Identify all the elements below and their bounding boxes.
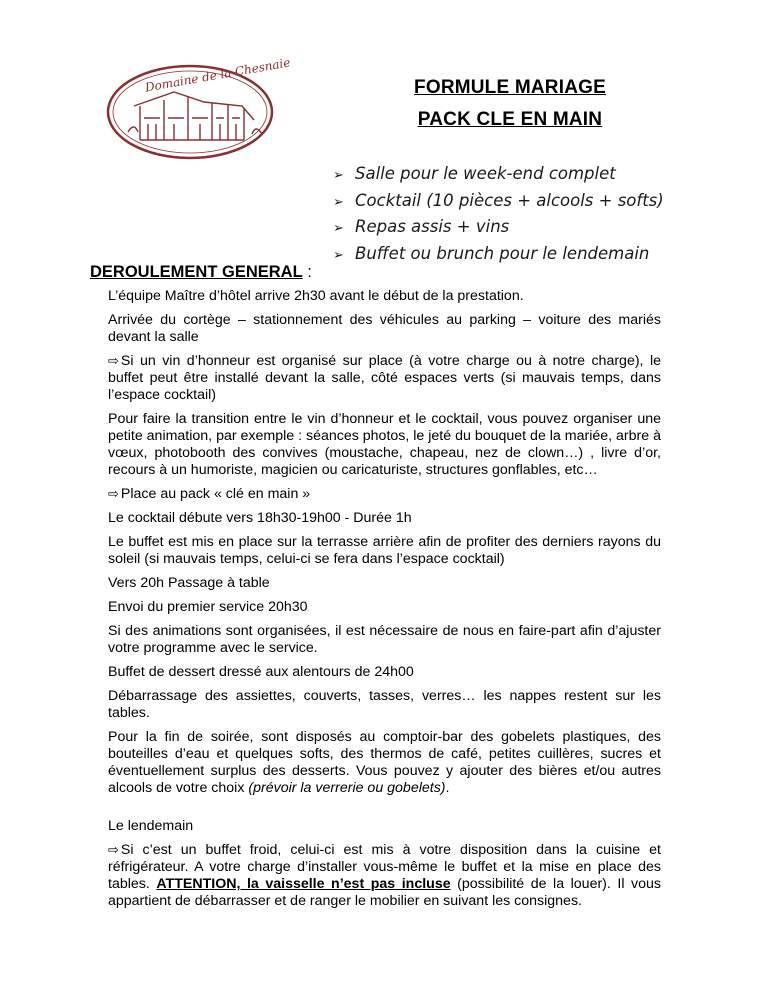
arrow-bullet-icon: ➢ — [333, 221, 344, 236]
list-item: ➢ Buffet ou brunch pour le lendemain — [333, 242, 664, 269]
paragraph: ⇨ Si un vin d’honneur est organisé sur place (à votre charge ou à notre charge), le buffet peut être installé devant la salle, côté espaces verts (si mauvais temps, dans l’espace cocktail) — [108, 353, 661, 403]
paragraph: Buffet de dessert dressé aux alentours de 24h00 — [108, 664, 414, 680]
highlights-list — [333, 162, 664, 268]
arrow-bullet-icon: ➢ — [333, 247, 344, 263]
paragraph: Pour faire la transition entre le vin d’honneur et le cocktail, vous pouvez organiser une petite animation, par exemple : séances photos, le jeté du bouquet de la mariée, arbre à vœux, photobooth des convives (moustache, chapeau, nez de clown…) , livre d’or, recours à un humoriste, magicien ou caricaturiste, structures gonflables, etc… — [108, 411, 661, 478]
domaine-logo — [104, 55, 292, 162]
section-heading-colon: : — [302, 263, 312, 281]
paragraph: Le cocktail débute vers 18h30-19h00 - Durée 1h — [108, 510, 412, 526]
warning-text: ATTENTION, la vaisselle n’est pas incluse — [156, 876, 451, 892]
hand-arrow-icon: ⇨ — [108, 354, 119, 369]
list-item: ➢ Repas assis + vins — [333, 215, 664, 242]
section-heading — [90, 263, 312, 282]
paragraph: Arrivée du cortège – stationnement des véhicules au parking – voiture des mariés devant la salle — [108, 312, 661, 345]
document-body — [108, 288, 661, 917]
paragraph: Si des animations sont organisées, il est nécessaire de nous en faire-part afin d’ajuster votre programme avec le service. — [108, 623, 661, 656]
title-block — [360, 72, 660, 136]
logo-text: Domaine de la Chesnaie — [143, 55, 292, 95]
arrow-bullet-icon: ➢ — [333, 194, 344, 210]
paragraph: Pour la fin de soirée, sont disposés au comptoir-bar des gobelets plastiques, des bouteilles d’eau et quelques softs, des thermos de café, petites cuillères, sucres et éventuellement surplus des desserts. Vous pouvez y ajouter des bières et/ou autres alcools de votre choix (prévoir la verrerie ou gobelets). — [108, 729, 661, 796]
paragraph: L’équipe Maître d’hôtel arrive 2h30 avant le début de la prestation. — [108, 288, 524, 304]
list-item: ➢ Salle pour le week-end complet — [333, 162, 664, 189]
section-heading-text: DEROULEMENT GENERAL — [90, 263, 303, 281]
paragraph: Le lendemain — [108, 818, 194, 834]
list-item: ➢ Cocktail (10 pièces + alcools + softs) — [333, 189, 664, 216]
paragraph: Débarrassage des assiettes, couverts, tasses, verres… les nappes restent sur les tables. — [108, 688, 661, 721]
paragraph: ⇨ Place au pack « clé en main » — [108, 486, 311, 502]
paragraph: Vers 20h Passage à table — [108, 575, 270, 591]
paragraph: ⇨ Si c’est un buffet froid, celui-ci est mis à votre disposition dans la cuisine et réfrigérateur. A votre charge d’installer vous-même le buffet et la mise en place des tables. ATTENTION, la vaisselle n’est pas incluse (possibilité de la louer). Il vous appartient de débarrasser et de ranger le mobilier en suivant les consignes. — [108, 842, 661, 909]
paragraph: Envoi du premier service 20h30 — [108, 599, 308, 615]
paragraph: Le buffet est mis en place sur la terrasse arrière afin de profiter des derniers rayons du soleil (si mauvais temps, celui-ci se fera dans l’espace cocktail) — [108, 534, 661, 567]
title-line-1: FORMULE MARIAGE — [414, 77, 606, 98]
hand-arrow-icon: ⇨ — [108, 487, 119, 502]
title-line-2: PACK CLE EN MAIN — [417, 109, 603, 130]
hand-arrow-icon: ⇨ — [108, 843, 119, 858]
arrow-bullet-icon: ➢ — [333, 168, 344, 183]
